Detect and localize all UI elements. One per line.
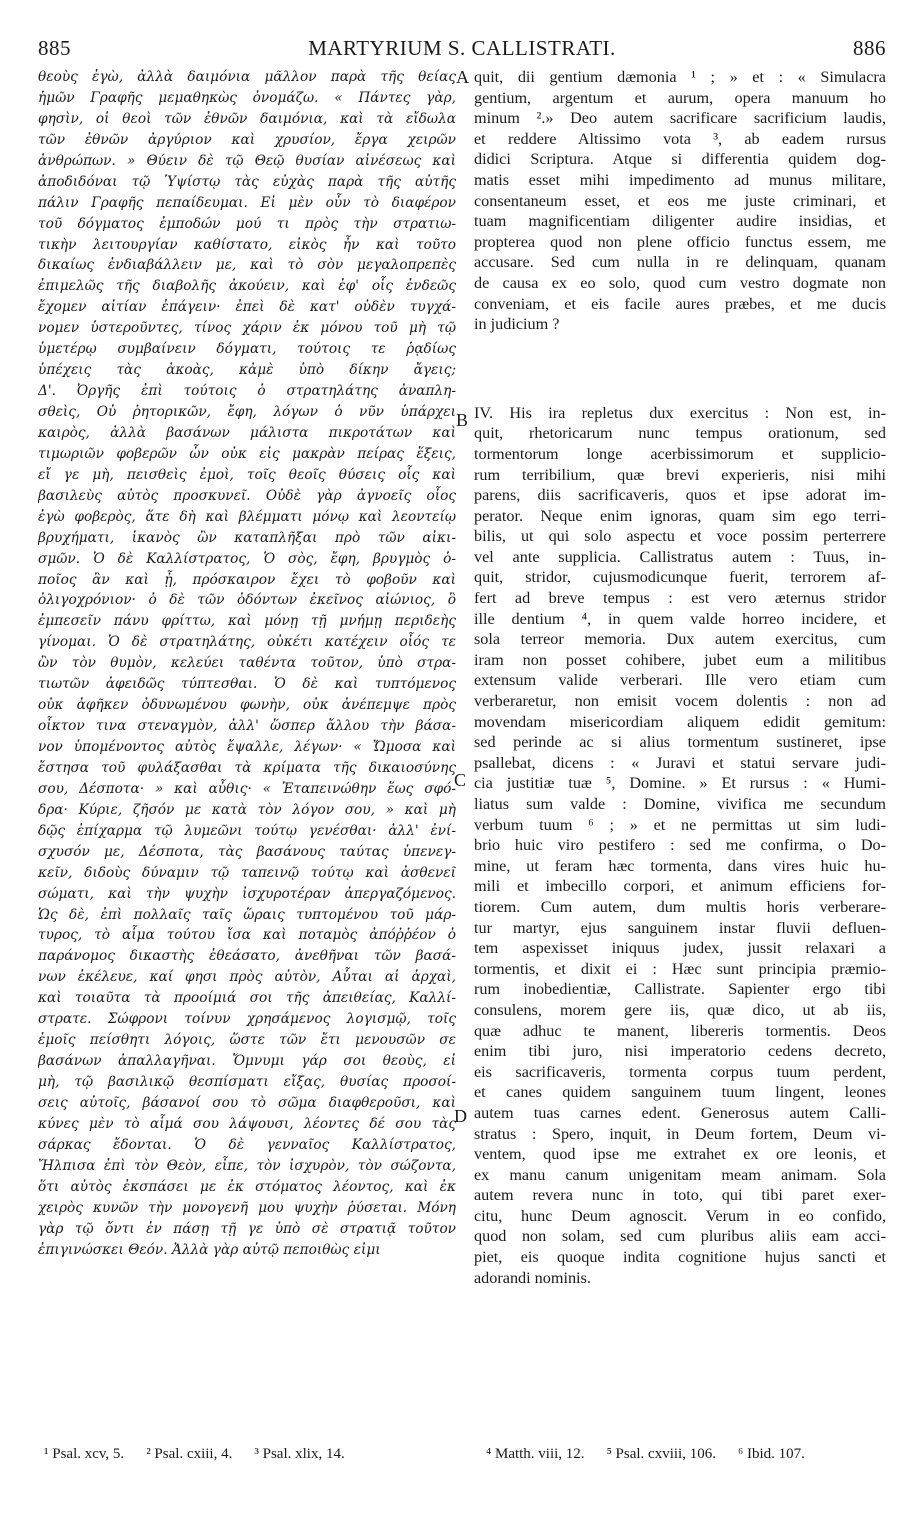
latin-text-line: ventem, quod ipse me extrahet ex ore leonis, et (474, 1145, 886, 1164)
latin-text-line: brio huic viro pestifero : sed me confirma, o Do- (474, 836, 886, 855)
latin-text-line: bilis, ut qui solo aspectu et voce possim perterrere (474, 527, 886, 546)
greek-text-line: σμῶν. Ὁ δὲ Καλλίστρατος, Ὁ σὸς, ἔφη, βρυγμὸς ὁ- (38, 550, 456, 567)
latin-text-line: tur martyr, ejus sanguinem instar fluvii defluen- (474, 918, 886, 937)
latin-text-line: verbum tuum ⁶ ; » et ne permittas ut sim ludi- (474, 815, 886, 834)
latin-text-line: psallebat, dicens : « Juravi et statui servare judi- (474, 753, 886, 772)
latin-text-line: adorandi nominis. (474, 1268, 591, 1287)
greek-text-line: οἶκτον τινα στεναγμὸν, ἀλλ' ὥσπερ ἄλλου τὴν βάσα- (38, 718, 456, 735)
latin-text-line: minum ².» Deo autem sacrificare sacrificium laudis, (474, 109, 886, 128)
greek-text-line: καὶ τοιαῦτα τὰ προοίμιά σοι τῆς ἀπειθείας, Καλλί- (38, 990, 456, 1007)
footnote: ¹ Psal. xcv, 5. (44, 1446, 125, 1462)
greek-text-line: κύνες μὲν τὸ αἷμά σου λάψουσι, λέοντες δέ σου τὰς (38, 1115, 456, 1132)
latin-text-line: gentium, argentum et aurum, opera manuum ho (474, 88, 886, 107)
greek-text-line: Ἤλπισα ἐπὶ τὸν Θεὸν, εἶπε, τὸν ἰσχυρὸν, τὸν σώζοντα, (38, 1157, 456, 1174)
latin-text-line: citu, hunc Deum agnoscit. Verum in eo confido, (474, 1206, 886, 1225)
greek-text-line: τικὴν λειτουργίαν καθίστατο, εἰκὸς ἦν καὶ τοῦτο (38, 236, 456, 253)
greek-text-line: σθεὶς, Οὐ ῥητορικῶν, ἔφη, λόγων ὁ νῦν ὑπάρχει (38, 404, 456, 420)
footnotes-right (486, 1446, 886, 1463)
greek-text-line: ὑμετέρῳ συμβαίνειν δόγματι, τούτοις τε ῥᾳδίως (38, 341, 456, 358)
greek-text-line: σώματι, καὶ τὴν ψυχὴν ἰσχυροτέραν ἀπεργαζόμενος. (38, 885, 456, 902)
latin-text-line: matis esset mihi impedimento ad munus militare, (474, 170, 886, 189)
latin-text-line: quæ adhuc te manent, libereris tormentis. Deos (474, 1021, 886, 1040)
latin-text-line: piet, eis quoque indita cognitione hujus sancti et (474, 1248, 886, 1267)
greek-text-line: νομεν ὑστεροῦντες, τίνος χάριν ἐκ μόνου τοῦ μὴ τῷ (38, 320, 456, 337)
latin-text-line: ille dentium ⁴, in quem valde horreo incidere, et (474, 609, 886, 628)
latin-text-line: in judicium ? (474, 315, 560, 334)
latin-section-iv (474, 403, 886, 1289)
greek-text-line: τυρος, τὸ αἷμα τούτου ἴσα καὶ ποταμὸς ἀπόῤῥέον ὁ (38, 927, 456, 944)
greek-text-line: ὀλιγοχρόνιον· ὁ δὲ τῶν ὀδόντων ἐκεῖνος αἰώνιος, ὃ (38, 592, 456, 609)
margin-marker-c: C (454, 770, 467, 790)
greek-text-line: Ὡς δὲ, ἐπὶ πολλαῖς ταῖς ὥραις τυπτομένου τοῦ μάρ- (38, 906, 456, 923)
greek-text-line: ἔχομεν αἰτίαν ἐπάγειν· ἐπεὶ δὲ κατ' οὐδὲν τυγχά- (38, 299, 456, 316)
greek-text-line: σχυσόν με, Δέσποτα, τὰς βασάνους ταύτας ὑπενεγ- (38, 843, 456, 860)
greek-text-line: καιρὸς, ἀλλὰ βασάνων μάλιστα πικροτάτων καὶ (38, 424, 456, 441)
greek-text-line: βασιλεὺς αὐτὸς προσκυνεῖ. Οὐδὲ γὰρ ἀγνοεῖς οἷος (38, 487, 456, 504)
latin-text-line: enim tibi juro, nisi imperatorio cedens decreto, (474, 1042, 886, 1061)
latin-text-line: tormentis, et dixit ei : Hæc sunt principia præmio- (474, 959, 886, 978)
latin-text-line: accusare. Sed cum nulla in re delinquam, quanam (474, 253, 886, 272)
greek-text-line: νον ὑπομένοντος αὐτὸς ἔψαλλε, λέγων· « Ὤμοσα καὶ (38, 739, 456, 755)
latin-text-line: movendam misericordiam aliquem edidit gemitum: (474, 712, 886, 731)
latin-text-line: quit, stridor, cujusmodicunque fuerit, terrorem af- (474, 568, 886, 587)
latin-text-line: consentaneum esset, et eos me juste criminari, et (474, 191, 886, 210)
latin-text-line: liatus sum valde : Domine, vivifica me secundum (474, 795, 886, 813)
latin-text-line: iram non posset cohibere, jubet eum a militibus (474, 650, 886, 669)
footnote: ⁵ Psal. cxviii, 106. (606, 1446, 716, 1462)
greek-text-line: γὰρ τῷ ὄντι ἐν πάσῃ τῇ γε ὑπὸ σὲ στρατιᾷ τοῦτον (38, 1220, 456, 1237)
latin-column (474, 67, 886, 1288)
latin-text-line: consulens, morem gere iis, quæ dico, ut ab iis, (474, 1000, 886, 1019)
latin-text-line: tormentorum longe acerbissimorum et supplicio- (474, 444, 886, 463)
latin-text-line: tiorem. Cum autem, dum multis horis verberare- (474, 897, 886, 916)
greek-text-line: δρα· Κύριε, ζῆσόν με κατὰ τὸν λόγον σου, » καὶ μὴ (38, 801, 456, 818)
greek-text-line: ὑπέχεις τὰς ἀκοὰς, κἀμὲ ὑπὸ δίκην ἄγεις; (38, 362, 456, 379)
greek-text-line: στρατε. Σώφρονι τοίνυν χρησάμενος λογισμῷ, τοῖς (38, 1011, 456, 1028)
latin-text-line: quod non solam, sed cum pluribus aliis eam acci- (474, 1227, 886, 1246)
latin-text-line: vel ante supplicia. Callistratus autem : Tuus, in- (474, 547, 886, 566)
greek-text-line: κεῖν, διδοὺς δύναμιν τῷ ταπεινῷ τούτῳ καὶ ἀσθενεῖ (38, 864, 456, 881)
latin-text-line: mine, ut feram hæc tormenta, dans vires huic hu- (474, 856, 886, 875)
latin-text-line: rum inobedientiæ, Callistrate. Sapienter ergo tibi (474, 980, 886, 999)
greek-text-line: ἀνθρώπων. » Θύειν δὲ τῷ Θεῷ θυσίαν αἰνέσεως καὶ (38, 152, 456, 169)
latin-text-line: et canes quidem sanguinem tuum lingent, leones (474, 1083, 886, 1102)
latin-text-line: mili et imbecillo corpori, et animum efficiens for- (474, 877, 886, 896)
footnote: ² Psal. cxiii, 4. (146, 1446, 233, 1462)
footnote: ³ Psal. xlix, 14. (254, 1446, 345, 1462)
greek-text-line: σεις αὐτοῖς, βάσανοί σου τὸ σῶμα διαφθεροῦσι, καὶ (38, 1094, 456, 1111)
latin-text-line: sed perinde ac si alius tormentum sustineret, ipse (474, 733, 886, 752)
greek-text-line: παράνομος δικαστὴς ἐθεάσατο, ἀνεθῆναι τῶν βασά- (38, 948, 456, 965)
greek-text-line: ἔστησα τοῦ φυλάξασθαι τὰ κρίματα τῆς δικαιοσύνης (38, 759, 456, 776)
greek-text-line: νων ἐκέλευε, καί φησι πρὸς αὐτὸν, Αὗται αἱ ἀρχαὶ, (38, 969, 456, 986)
latin-text-line: IV. His ira repletus dux exercitus : Non est, in- (474, 403, 886, 422)
latin-text-line: stratus : Spero, inquit, in Deum fortem, Deum vi- (474, 1124, 886, 1143)
page-number-right: 886 (853, 36, 886, 60)
greek-text-line: τοῦ δόγματος ἐμποδών μού τι πρὸς τὴν στρατιω- (38, 215, 456, 232)
page-number-left: 885 (38, 36, 71, 60)
footnotes-left (44, 1446, 464, 1463)
greek-text-line: τιμωριῶν φοβερῶν ὧν οὐκ εἰς μακρὰν πείρας ἕξεις, (38, 445, 456, 462)
greek-text-line: δικαίως ἐνδιαβάλλειν με, καὶ τὸ σὸν μεγαλοπρεπὲς (38, 257, 456, 274)
greek-text-line: θεοὺς ἐγὼ, ἀλλὰ δαιμόνια μᾶλλον παρὰ τῆς θείας (38, 69, 456, 85)
section-gap (474, 335, 886, 403)
latin-text-line: de causa ex eo solo, quod cum vestro dogmate non (474, 273, 886, 292)
latin-text-line: parens, diis sacrificaveris, quos et ipse adorat im- (474, 486, 886, 505)
latin-text-line: autem revera nunc in toto, qui tibi paret exer- (474, 1186, 886, 1205)
running-header (38, 36, 886, 66)
greek-text-line: σου, Δέσποτα· » καὶ αὖθις· « Ἐταπεινώθην ἕως σφό- (38, 780, 456, 797)
greek-column (38, 67, 456, 1260)
greek-text-line: ἐπιμελῶς τῆς διαβολῆς ἀκούειν, καὶ ἐφ' οἷς ἐνδεῶς (38, 278, 456, 295)
latin-text-line: didici Scriptura. Atque si differentia quidem dog- (474, 150, 886, 169)
greek-text-line: βασάνων ἀπαλλαγῆναι. Ὄμνυμι γάρ σοι θεοὺς, εἰ (38, 1053, 456, 1070)
greek-text-line: φησὶν, οἱ θεοὶ τῶν ἐθνῶν δαιμόνια, καὶ τὰ εἴδωλα (38, 110, 456, 127)
greek-text-line: ἐμπεσεῖν πάνυ φρίττω, καὶ μόνῃ τῇ μνήμῃ περιδεὴς (38, 613, 456, 630)
greek-text-line: πάλιν Γραφῆς πεπαίδευμαι. Εἰ μὲν οὖν τὸ διαφέρον (38, 194, 456, 211)
greek-text-line: ἐγὼ φοβερὸς, ἅτε δὴ καὶ βλέμματι μόνῳ καὶ λεοντείῳ (38, 508, 456, 525)
latin-text-line: autem tuas carnes edent. Generosus autem Calli- (474, 1103, 886, 1122)
latin-section-iii-end (474, 67, 886, 335)
greek-text-line: εἴ γε μὴ, πεισθεὶς ἐμοὶ, τοῖς θεοῖς θύσεις οἷς καὶ (38, 466, 456, 483)
latin-text-line: conveniam, et eis facile aures præbes, et me ducis (474, 294, 886, 313)
greek-text-line: γίνομαι. Ὁ δὲ στρατηλάτης, οὐκέτι κατέχειν οἷός τε (38, 634, 456, 651)
latin-text-line: extensum valide verberari. Ille vero etiam cum (474, 671, 886, 690)
margin-marker-d: D (454, 1106, 467, 1126)
footnote: ⁴ Matth. viii, 12. (486, 1446, 585, 1462)
margin-marker-b: B (456, 410, 469, 430)
latin-text-line: quit, dii gentium dæmonia ¹ ; » et : « Simulacra (474, 68, 886, 86)
greek-text-line: τιωτῶν ἀφειδῶς τύπτεσθαι. Ὁ δὲ καὶ τυπτόμενος (38, 676, 456, 693)
greek-text-line: ἐπιγινώσκει Θεόν. Ἀλλὰ γὰρ αὐτῷ πεποιθὼς εἰμι (38, 1241, 381, 1258)
greek-text-line: δῷς ἐπίχαρμα τῷ λυμεῶνι τούτῳ γενέσθαι· ἀλλ' ἐνί- (38, 822, 456, 839)
greek-text-line: Δ'. Ὀργῆς ἐπὶ τούτοις ὁ στρατηλάτης ἀναπλη- (38, 383, 456, 400)
latin-text-line: fert ad breve tempus : est vero æternus stridor (474, 589, 886, 608)
latin-text-line: propterea quod non plene officio functus essem, me (474, 232, 886, 251)
latin-text-line: ex manu canum unigenitam meam animam. Sola (474, 1165, 886, 1184)
latin-text-line: perator. Neque enim ignoras, quam sim ego terri- (474, 506, 886, 525)
latin-text-line: tuam magnificentiam diligenter audire insidias, et (474, 212, 886, 231)
latin-text-line: rum terribilium, quæ brevi experieris, nisi mihi (474, 465, 886, 484)
greek-text-line: ἡμῶν Γραφῆς μεμαθηκὼς ὀνομάζω. « Πάντες γὰρ, (38, 89, 456, 106)
latin-text-line: verberaretur, non emisit vocem dolentis : non ad (474, 692, 886, 711)
latin-text-line: tem aspexisset iniquus judex, jussit relaxari a (474, 939, 886, 958)
footnote: ⁶ Ibid. 107. (737, 1446, 805, 1462)
latin-text-line: et reddere Altissimo vota ³, ab eadem rursus (474, 129, 886, 148)
latin-text-line: quit, rhetoricarum nunc tempus orationum, sed (474, 424, 886, 443)
greek-text-line: ὢν τὸν θυμὸν, κελεύει ταθέντα τοῦτον, ὑπὸ στρα- (38, 655, 456, 672)
greek-text-line: οὐκ ἀφῆκεν ὀδυνωμένου φωνὴν, οὐκ ἀνέπεμψε πρὸς (38, 697, 456, 714)
latin-text-line: sola terreor memoria. Dux autem exercitus, cum (474, 630, 886, 649)
greek-text-line: ἀποδιδόναι τῷ Ὑψίστῳ τὰς εὐχὰς παρὰ τῆς αὐτῆς (38, 173, 456, 190)
greek-text-line: χειρὸς κυνῶν τὴν μονογενῆ μου ψυχὴν ῥύσεται. Μόνη (38, 1199, 456, 1216)
running-title: MARTYRIUM S. CALLISTRATI. (308, 36, 616, 60)
greek-text-line: σάρκας ἔδονται. Ὁ δὲ γενναῖος Καλλίστρατος, (38, 1136, 456, 1153)
greek-text-line: ποῖος ἂν καὶ ᾖ, πρόσκαιρον ἔχει τὸ φοβοῦν καὶ (38, 571, 456, 588)
margin-marker-a: A (456, 67, 469, 87)
greek-text-line: ὅτι αὐτὸς ἐκσπάσει με ἐκ στόματος λέοντος, καὶ ἐκ (38, 1178, 456, 1195)
greek-text-line: ἐμοῖς πείσθητι λόγοις, ὥστε τῶν ἔτι μενουσῶν σε (38, 1032, 456, 1049)
latin-text-line: cia justitiæ tuæ ⁵, Domine. » Et rursus : « Humi- (474, 774, 886, 793)
greek-text-line: μὴ, τῷ βασιλικῷ θεσπίσματι εἴξας, θυσίας προσοί- (38, 1074, 456, 1090)
latin-text-line: eis sacrificaveris, tormenta corpus tuum perdent, (474, 1062, 886, 1081)
greek-text-line: βρυχήματι, ἱκανὸς ὢν καταπλῆξαι πρὸ τῶν αἰκι- (38, 529, 456, 546)
greek-text-line: τῶν ἐθνῶν ἀργύριον καὶ χρυσίον, ἔργα χειρῶν (38, 131, 456, 148)
